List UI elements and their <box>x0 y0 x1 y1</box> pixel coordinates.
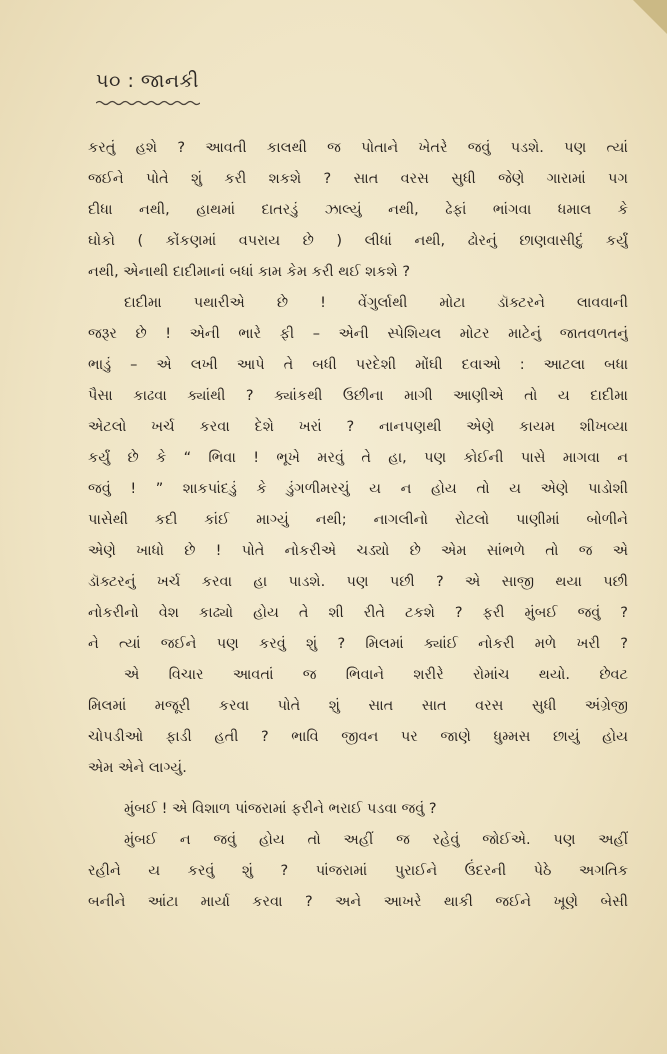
paragraph-gap <box>88 784 628 794</box>
text-line: કરતું હશે ? આવતી કાલથી જ પોતાને ખેતરે જવું પડશે. પણ ત્યાં <box>88 140 628 156</box>
text-line: મુંબઈ ન જવું હોય તો અહીં જ રહેવું જોઈએ. પણ અહીં <box>124 832 628 848</box>
text-line: ચોપડીઓ ફાડી હતી ? ભાવિ જીવન પર જાણે ધુમ્મસ છાયું હોય <box>88 729 628 745</box>
text-line: ભાડું – એ લખી આપે તે બધી પરદેશી મોંઘી દવાઓ : આટલા બધા <box>88 357 628 373</box>
text-line: જરૂર છે ! એની ભારે ફી – એની સ્પેશિયલ મોટર માટેનું જાતવળતનું <box>88 326 628 342</box>
text-line: એણે ખાધો છે ! પોતે નોકરીએ ચડ્યો છે એમ સાંભળે તો જ એ <box>88 543 628 559</box>
header-wavy-rule <box>96 100 200 106</box>
text-line: પાસેથી કદી કાંઈ માગ્યું નથી; નાગલીનો રોટલો પાણીમાં બોળીને <box>88 512 628 528</box>
paragraph <box>88 794 628 918</box>
text-line: ડૉક્ટરનું ખર્ચ કરવા હા પાડશે. પણ પછી ? એ સાજી થયા પછી <box>88 574 628 590</box>
text-line: કર્યું છે કે “ ભિવા ! ભૂખે મરવું તે હા, પણ કોઈની પાસે માગવા ન <box>88 450 628 466</box>
text-line: એટલો ખર્ચ કરવા દેશે ખરાં ? નાનપણથી એણે કાયમ શીખવ્યા <box>88 419 628 435</box>
text-line: ને ત્યાં જઈને પણ કરવું શું ? મિલમાં ક્યાંઈ નોકરી મળે ખરી ? <box>88 636 628 652</box>
paragraph <box>88 288 628 660</box>
text-line: એમ એને લાગ્યું. <box>88 760 187 776</box>
text-line: દીધા નથી, હાથમાં દાતરડું ઝાલ્યું નથી, ઢેફાં ભાંગવા ધમાલ કે <box>88 202 628 218</box>
text-line: પૈસા કાઢવા ક્યાંથી ? ક્યાંકથી ઉછીના માગી આણીએ તો ય દાદીમા <box>88 388 628 404</box>
paragraph <box>88 660 628 784</box>
text-line: ઘોકો ( કોંકણમાં વપરાય છે ) લીધાં નથી, ઢોરનું છાણવાસીદું કર્યું <box>88 233 628 249</box>
page-header: ૫૦ : જાનકી <box>96 70 199 92</box>
text-line: એ વિચાર આવતાં જ ભિવાને શરીરે રોમાંચ થયો. છેવટ <box>124 667 628 683</box>
text-line: નથી, એનાથી દાદીમાનાં બધાં કામ કેમ કરી થઈ શકશે ? <box>88 264 411 280</box>
page-corner <box>633 0 667 34</box>
text-line: મુંબઈ ! એ વિશાળ પાંજરામાં ફરીને ભરાઈ પડવા જવું ? <box>124 801 437 817</box>
text-line: બનીને આંટા માર્યા કરવા ? અને આખરે થાકી જઈને ખૂણે બેસી <box>88 894 628 910</box>
text-line: મિલમાં મજૂરી કરવા પોતે શું સાત સાત વરસ સુધી અંગ્રેજી <box>88 698 628 714</box>
text-line: રહીને ય કરવું શું ? પાંજરામાં પુરાઈને ઉંદરની પેઠે અગતિક <box>88 863 628 879</box>
paragraph <box>88 133 628 288</box>
text-line: દાદીમા પથારીએ છે ! વેંગુર્લાથી મોટા ડૉક્ટરને લાવવાની <box>124 295 628 311</box>
body-text <box>88 133 628 918</box>
text-line: જવું ! ” શાકપાંદડું કે ડુંગળીમરચું ય ન હોય તો ય એણે પાડોશી <box>88 481 628 497</box>
text-line: જઈને પોતે શું કરી શકશે ? સાત વરસ સુધી જેણે ગારામાં પગ <box>88 171 628 187</box>
text-line: નોકરીનો વેશ કાઢ્યો હોય તે શી રીતે ટકશે ? ફરી મુંબઈ જવું ? <box>88 605 628 621</box>
